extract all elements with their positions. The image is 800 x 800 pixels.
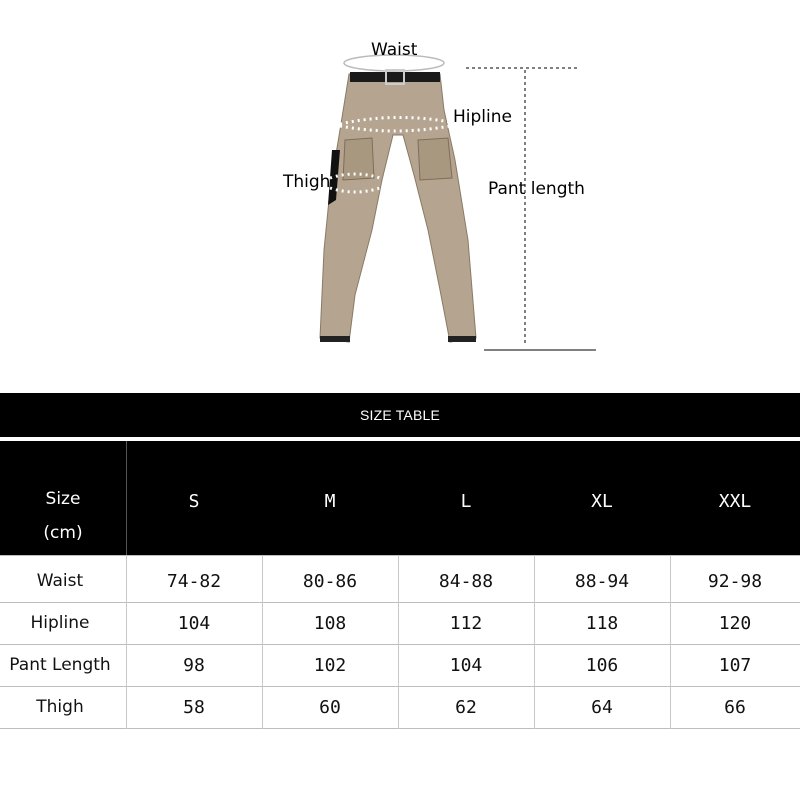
table-row: [0, 560, 800, 603]
left-hem: [320, 336, 350, 342]
column-divider: [670, 555, 671, 729]
column-header-s: S: [188, 491, 200, 512]
hipline-label: Hipline: [453, 107, 512, 127]
table-cell: 106: [585, 654, 619, 676]
table-cell: 58: [183, 696, 205, 718]
table-cell: 120: [718, 612, 752, 634]
waist-label: Waist: [371, 40, 418, 60]
table-cell: 104: [177, 612, 211, 634]
table-cell: 102: [313, 654, 347, 676]
table-row: [0, 686, 800, 729]
column-header-m: M: [324, 491, 336, 512]
row-label-pant-length: Pant Length: [9, 655, 111, 675]
table-cell: 112: [449, 612, 483, 634]
table-cell: 104: [449, 654, 483, 676]
table-cell: 92-98: [707, 570, 763, 592]
thigh-label: Thigh: [283, 172, 331, 192]
row-label-hipline: Hipline: [30, 613, 90, 633]
table-cell: 108: [313, 612, 347, 634]
table-row: [0, 602, 800, 645]
column-header-l: L: [460, 491, 472, 512]
column-divider: [126, 555, 127, 729]
table-row: [0, 644, 800, 687]
table-cell: 60: [319, 696, 341, 718]
column-header-xl: XL: [591, 491, 613, 512]
table-cell: 66: [724, 696, 746, 718]
table-cell: 64: [591, 696, 613, 718]
unit-label: (cm): [43, 523, 83, 543]
pant-length-label: Pant length: [488, 179, 585, 199]
column-header-xxl: XXL: [718, 491, 752, 512]
size-table-header: [0, 441, 800, 555]
belt: [350, 72, 440, 82]
row-label-waist: Waist: [36, 571, 84, 591]
right-cargo-pocket: [418, 138, 452, 180]
column-divider: [262, 555, 263, 729]
table-cell: 98: [183, 654, 205, 676]
table-cell: 74-82: [166, 570, 222, 592]
table-cell: 84-88: [438, 570, 494, 592]
table-cell: 107: [718, 654, 752, 676]
table-cell: 80-86: [302, 570, 358, 592]
table-cell: 118: [585, 612, 619, 634]
size-table-title: SIZE TABLE: [0, 393, 800, 437]
table-cell: 88-94: [574, 570, 630, 592]
row-label-thigh: Thigh: [36, 697, 84, 717]
size-label: Size: [45, 489, 81, 509]
right-hem: [448, 336, 476, 342]
column-divider: [398, 555, 399, 729]
column-divider: [534, 555, 535, 729]
table-cell: 62: [455, 696, 477, 718]
measurement-diagram: [0, 0, 800, 380]
size-header-cell: [0, 441, 127, 555]
table-top-border: [0, 555, 800, 556]
